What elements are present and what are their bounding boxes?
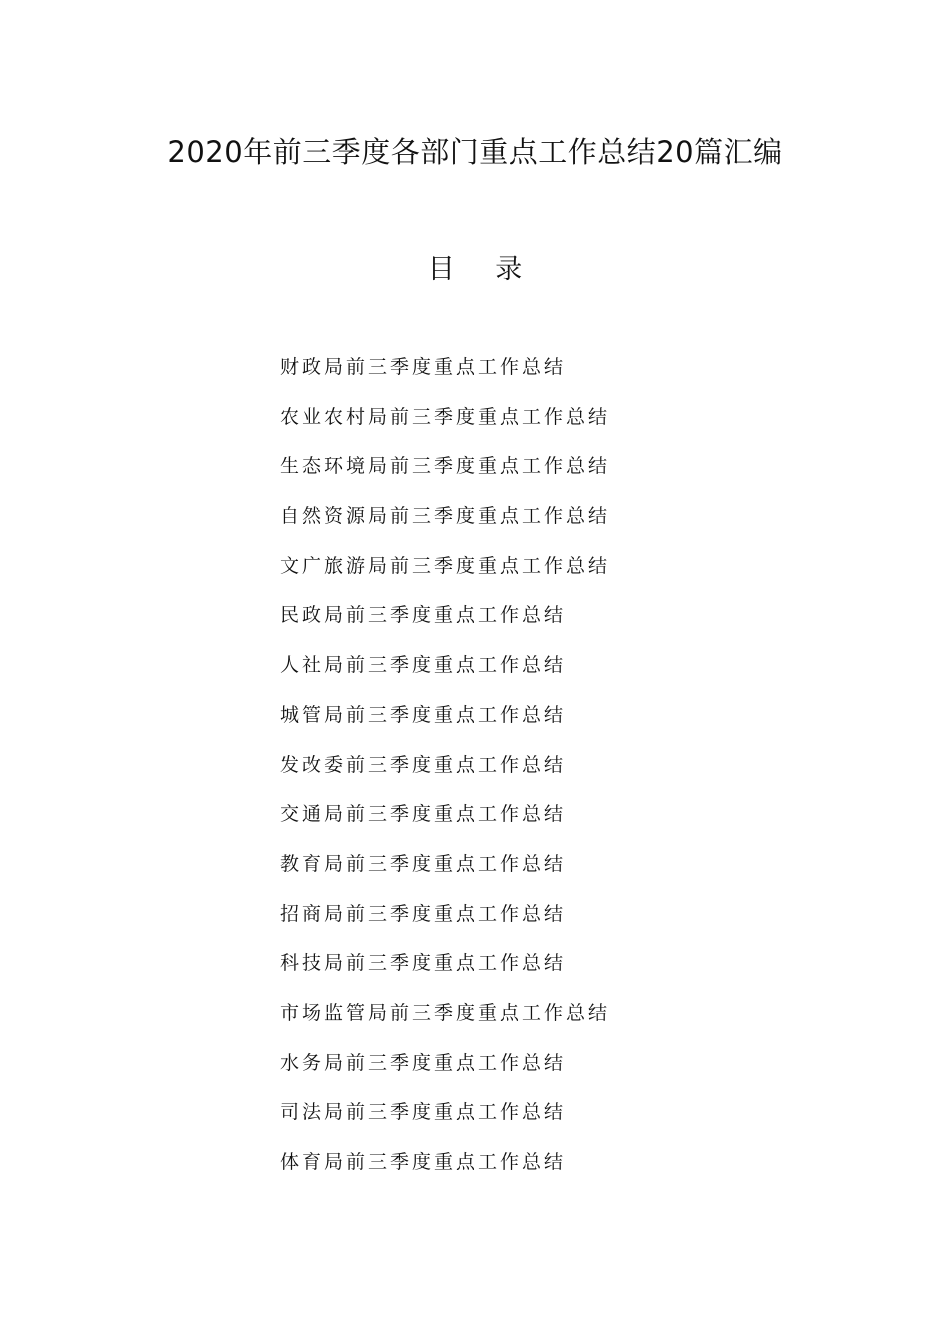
toc-item: 文广旅游局前三季度重点工作总结	[280, 554, 611, 577]
toc-item: 生态环境局前三季度重点工作总结	[280, 455, 611, 478]
toc-item: 市场监管局前三季度重点工作总结	[280, 1001, 611, 1024]
toc-item: 农业农村局前三季度重点工作总结	[280, 405, 611, 428]
toc-list	[280, 350, 610, 1195]
toc-item: 财政局前三季度重点工作总结	[280, 356, 567, 378]
document-title: 2020年前三季度各部门重点工作总结20篇汇编	[167, 135, 783, 169]
toc-item: 招商局前三季度重点工作总结	[280, 902, 567, 925]
toc-item: 教育局前三季度重点工作总结	[280, 852, 567, 875]
toc-heading: 目 录	[427, 254, 539, 285]
toc-item: 发改委前三季度重点工作总结	[280, 753, 567, 776]
toc-item: 人社局前三季度重点工作总结	[280, 654, 567, 677]
toc-item: 城管局前三季度重点工作总结	[280, 703, 567, 726]
toc-item: 科技局前三季度重点工作总结	[280, 952, 567, 975]
toc-item: 交通局前三季度重点工作总结	[280, 803, 567, 826]
toc-item: 体育局前三季度重点工作总结	[280, 1151, 567, 1173]
toc-item: 司法局前三季度重点工作总结	[280, 1101, 567, 1124]
toc-item: 民政局前三季度重点工作总结	[280, 604, 567, 627]
toc-item: 自然资源局前三季度重点工作总结	[280, 505, 611, 528]
toc-item: 水务局前三季度重点工作总结	[280, 1051, 567, 1074]
